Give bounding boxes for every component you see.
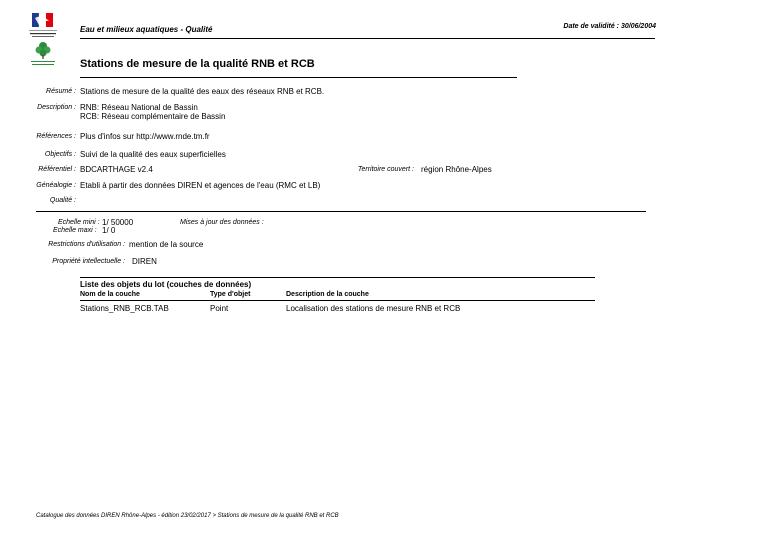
title-rule [80, 77, 517, 78]
column-header-description: Description de la couche [286, 291, 369, 298]
objectifs-label: Objectifs : [44, 151, 76, 158]
table-top-rule [80, 277, 595, 278]
genealogie-value: Etabli à partir des données DIREN et agences de l'eau (RMC et LB) [80, 181, 321, 190]
description-label: Description : [37, 104, 76, 111]
propriete-value: DIREN [132, 257, 157, 266]
echelle-maxi-label: Echelle maxi : [53, 227, 97, 234]
referentiel-value: BDCARTHAGE v2.4 [80, 165, 153, 174]
ministry-tree-logo [27, 40, 59, 68]
republique-francaise-logo [27, 12, 59, 42]
mises-a-jour-label: Mises à jour des données : [180, 219, 264, 226]
row-layer-name: Stations_RNB_RCB.TAB [80, 304, 169, 313]
restrictions-label: Restrictions d'utilisation : [48, 241, 125, 248]
row-layer-description: Localisation des stations de mesure RNB et RCB [286, 304, 461, 313]
genealogie-label: Généalogie : [36, 182, 76, 189]
territoire-value: région Rhône-Alpes [421, 165, 492, 174]
description-line-2: RCB: Réseau complémentaire de Bassin [80, 112, 226, 121]
echelle-mini-label: Echelle mini : [58, 219, 100, 226]
footer-text: Catalogue des données DIREN Rhône-Alpes - édition 23/02/2017 > Stations de mesure de la qualité RNB et RCB [36, 513, 339, 519]
echelle-maxi-value: 1/ 0 [102, 226, 116, 235]
description-line-1: RNB: Réseau National de Bassin [80, 103, 198, 112]
qualite-label: Qualité : [49, 197, 76, 204]
restrictions-value: mention de la source [129, 240, 204, 249]
referentiel-label: Référentiel : [38, 166, 76, 173]
propriete-label: Propriété intellectuelle : [52, 258, 125, 265]
page-title: Stations de mesure de la qualité RNB et RCB [80, 58, 315, 70]
objectifs-value: Suivi de la qualité des eaux superficielles [80, 150, 226, 159]
references-label: Références : [36, 133, 76, 140]
column-header-type: Type d'objet [210, 291, 251, 298]
resume-value: Stations de mesure de la qualité des eaux des réseaux RNB et RCB. [80, 87, 325, 96]
table-caption: Liste des objets du lot (couches de données) [80, 280, 252, 289]
header-subtitle: Eau et milieux aquatiques - Qualité [80, 25, 213, 34]
validity-date: Date de validité : 30/06/2004 [563, 23, 656, 30]
resume-label: Résumé : [46, 88, 76, 95]
references-value: Plus d'infos sur http://www.rnde.tm.fr [80, 132, 210, 141]
qualite-rule [36, 211, 646, 212]
row-object-type: Point [210, 304, 229, 313]
territoire-label: Territoire couvert : [357, 166, 414, 173]
column-header-name: Nom de la couche [80, 291, 140, 298]
header-rule [80, 38, 655, 39]
table-header-rule [80, 300, 595, 301]
echelle-mini-value: 1/ 50000 [102, 218, 134, 227]
